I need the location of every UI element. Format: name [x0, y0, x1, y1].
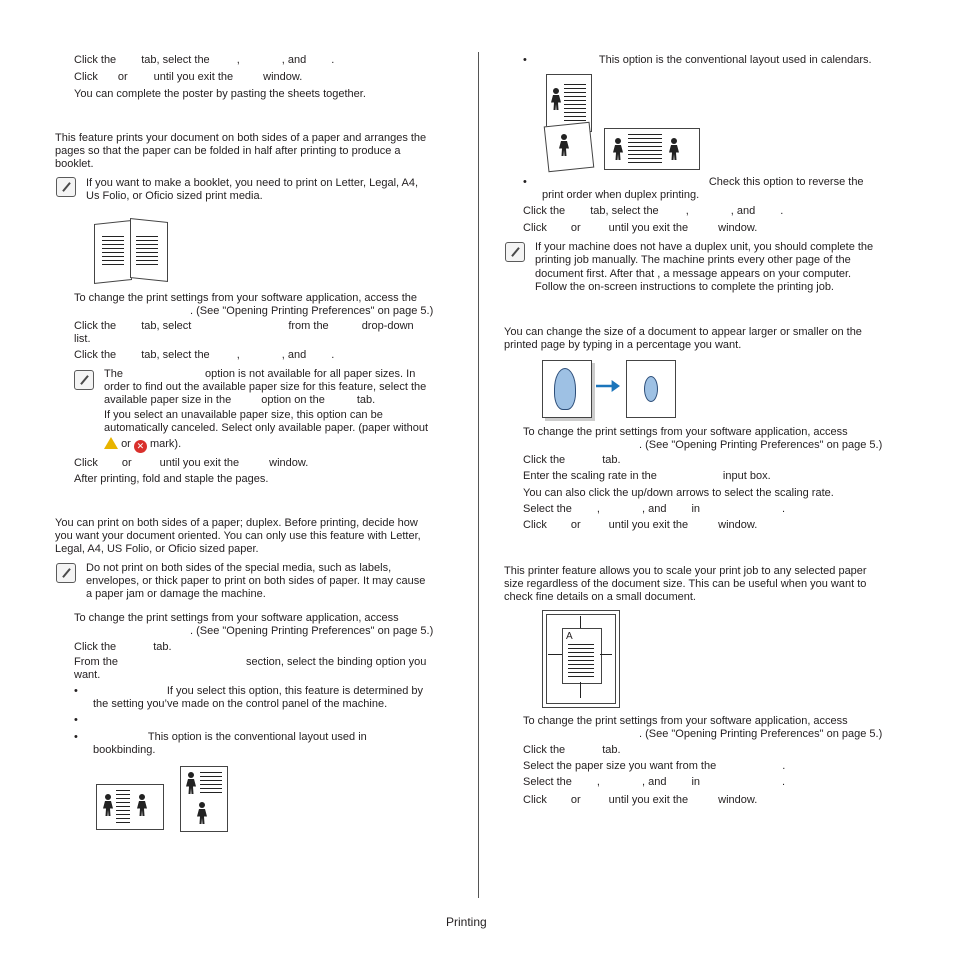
booklet-step-4: Click or until you exit the window.	[74, 457, 309, 469]
duplex-note-line-3: a paper jam or damage the machine.	[86, 588, 266, 600]
long-edge-illustration	[96, 766, 236, 832]
fit-step-1-line-1: To change the print settings from your software application, access	[523, 715, 848, 727]
fit-step-5: Click or until you exit the window.	[523, 794, 758, 806]
scale-intro-line-2: printed page by typing in a percentage you want.	[504, 339, 742, 351]
booklet-illustration	[86, 218, 170, 284]
duplex-bullet-3: • This option is the conventional layout used in	[74, 731, 367, 743]
booklet-step-1-line-1: To change the print settings from your software application, access the	[74, 292, 418, 304]
duplex-intro-line-1: You can print on both sides of a paper; duplex. Before printing, decide how	[55, 517, 418, 529]
booklet-note-3-line-3: or ✕ mark).	[104, 437, 181, 453]
booklet-note-2-line-3: available paper size in the option on the tab.	[104, 394, 376, 406]
booklet-note-line-1: If you want to make a booklet, you need to print on Letter, Legal, A4,	[86, 177, 419, 189]
booklet-step-5: After printing, fold and staple the pages.	[74, 473, 269, 485]
duplex-step-4: Click the tab, select the , , and .	[523, 205, 784, 217]
duplex-intro-line-2: you want your document oriented. You can only use this feature with Letter,	[55, 530, 421, 542]
fit-figure-letter: A	[566, 631, 573, 642]
duplex-bullet-1: • If you select this option, this feature is determined by	[74, 685, 424, 697]
duplex-bullet-3-cont: bookbinding.	[93, 744, 156, 756]
duplex-bullet-1-cont: the setting you’ve made on the control panel of the machine.	[93, 698, 388, 710]
booklet-intro-line-3: booklet.	[55, 158, 94, 170]
booklet-note-line-2: Us Folio, or Oficio sized print media.	[86, 190, 263, 202]
booklet-note-2-line-2: order to find out the available paper size for this feature, select the	[104, 381, 427, 393]
duplex-step-2: Click the tab.	[74, 641, 172, 653]
fit-step-3: Select the paper size you want from the .	[523, 760, 786, 772]
booklet-step-3: Click the tab, select the , , and .	[74, 349, 335, 361]
fit-step-1-line-2: . (See "Opening Printing Preferences" on page 5.)	[639, 728, 883, 740]
manual-duplex-note-line-1: If your machine does not have a duplex unit, you should complete the	[535, 241, 874, 253]
booklet-note-3-line-2: automatically canceled. Select only available paper. (paper without	[104, 422, 429, 434]
column-divider	[478, 52, 479, 898]
booklet-intro-line-1: This feature prints your document on both sides of a paper and arranges the	[55, 132, 427, 144]
duplex-note-line-2: envelopes, or thick paper to print on both sides of paper. It may cause	[86, 575, 426, 587]
scale-step-4: Select the , , and in .	[523, 503, 786, 515]
poster-step-3: You can complete the poster by pasting the sheets together.	[74, 88, 366, 100]
error-icon: ✕	[134, 440, 147, 453]
note-icon	[505, 242, 525, 262]
scale-step-3: Enter the scaling rate in the input box.	[523, 470, 771, 482]
page-footer: Printing	[446, 915, 487, 929]
fit-step-2: Click the tab.	[523, 744, 621, 756]
booklet-intro-line-2: pages so that the paper can be folded in half after printing to produce a	[55, 145, 401, 157]
note-icon	[74, 370, 94, 390]
duplex-bullet-2: •	[74, 714, 78, 726]
fit-to-page-illustration	[542, 610, 620, 708]
scale-step-3-hint: You can also click the up/down arrows to select the scaling rate.	[523, 487, 834, 499]
scale-step-1-line-1: To change the print settings from your software application, access	[523, 426, 848, 438]
duplex-note-line-1: Do not print on both sides of the special media, such as labels,	[86, 562, 392, 574]
scale-step-2: Click the tab.	[523, 454, 621, 466]
duplex-step-5: Click or until you exit the window.	[523, 222, 758, 234]
duplex-bullet-5-cont: print order when duplex printing.	[542, 189, 700, 201]
duplex-step-3-cont: want.	[74, 669, 101, 681]
fit-step-4: Select the , , and in .	[523, 776, 786, 788]
booklet-step-1-line-2: . (See "Opening Printing Preferences" on page 5.)	[190, 305, 434, 317]
poster-step-2: Click or until you exit the window.	[74, 71, 303, 83]
scale-intro-line-1: You can change the size of a document to appear larger or smaller on the	[504, 326, 862, 338]
manual-duplex-note-line-3: document first. After that , a message appears on your computer.	[535, 268, 852, 280]
manual-duplex-note-line-4: Follow the on-screen instructions to complete the printing job.	[535, 281, 834, 293]
fit-intro-line-1: This printer feature allows you to scale your print job to any selected paper	[504, 565, 867, 577]
booklet-note-2-line-1: The option is not available for all paper sizes. In	[104, 368, 416, 380]
duplex-step-1-line-1: To change the print settings from your software application, access	[74, 612, 399, 624]
short-edge-illustration	[542, 74, 702, 170]
booklet-step-2-cont: list.	[74, 333, 91, 345]
scale-step-1-line-2: . (See "Opening Printing Preferences" on page 5.)	[639, 439, 883, 451]
duplex-bullet-5: • Check this option to reverse the	[523, 176, 864, 188]
duplex-intro-line-3: Legal, A4, US Folio, or Oficio sized paper.	[55, 543, 259, 555]
booklet-step-2: Click the tab, select from the drop-down	[74, 320, 414, 332]
duplex-step-3: From the section, select the binding option you	[74, 656, 427, 668]
note-icon	[56, 177, 76, 197]
poster-step-1: Click the tab, select the , , and .	[74, 54, 335, 66]
booklet-note-3-line-1: If you select an unavailable paper size, this option can be	[104, 409, 383, 421]
warning-icon	[104, 437, 118, 449]
fit-intro-line-3: check fine details on a small document.	[504, 591, 696, 603]
scale-illustration	[540, 358, 680, 420]
manual-duplex-note-line-2: printing job manually. The machine prints every other page of the	[535, 254, 851, 266]
fit-intro-line-2: size regardless of the document size. This can be useful when you want to	[504, 578, 867, 590]
duplex-bullet-4: • This option is the conventional layout used in calendars.	[523, 54, 872, 66]
note-icon	[56, 563, 76, 583]
duplex-step-1-line-2: . (See "Opening Printing Preferences" on page 5.)	[190, 625, 434, 637]
scale-step-5: Click or until you exit the window.	[523, 519, 758, 531]
